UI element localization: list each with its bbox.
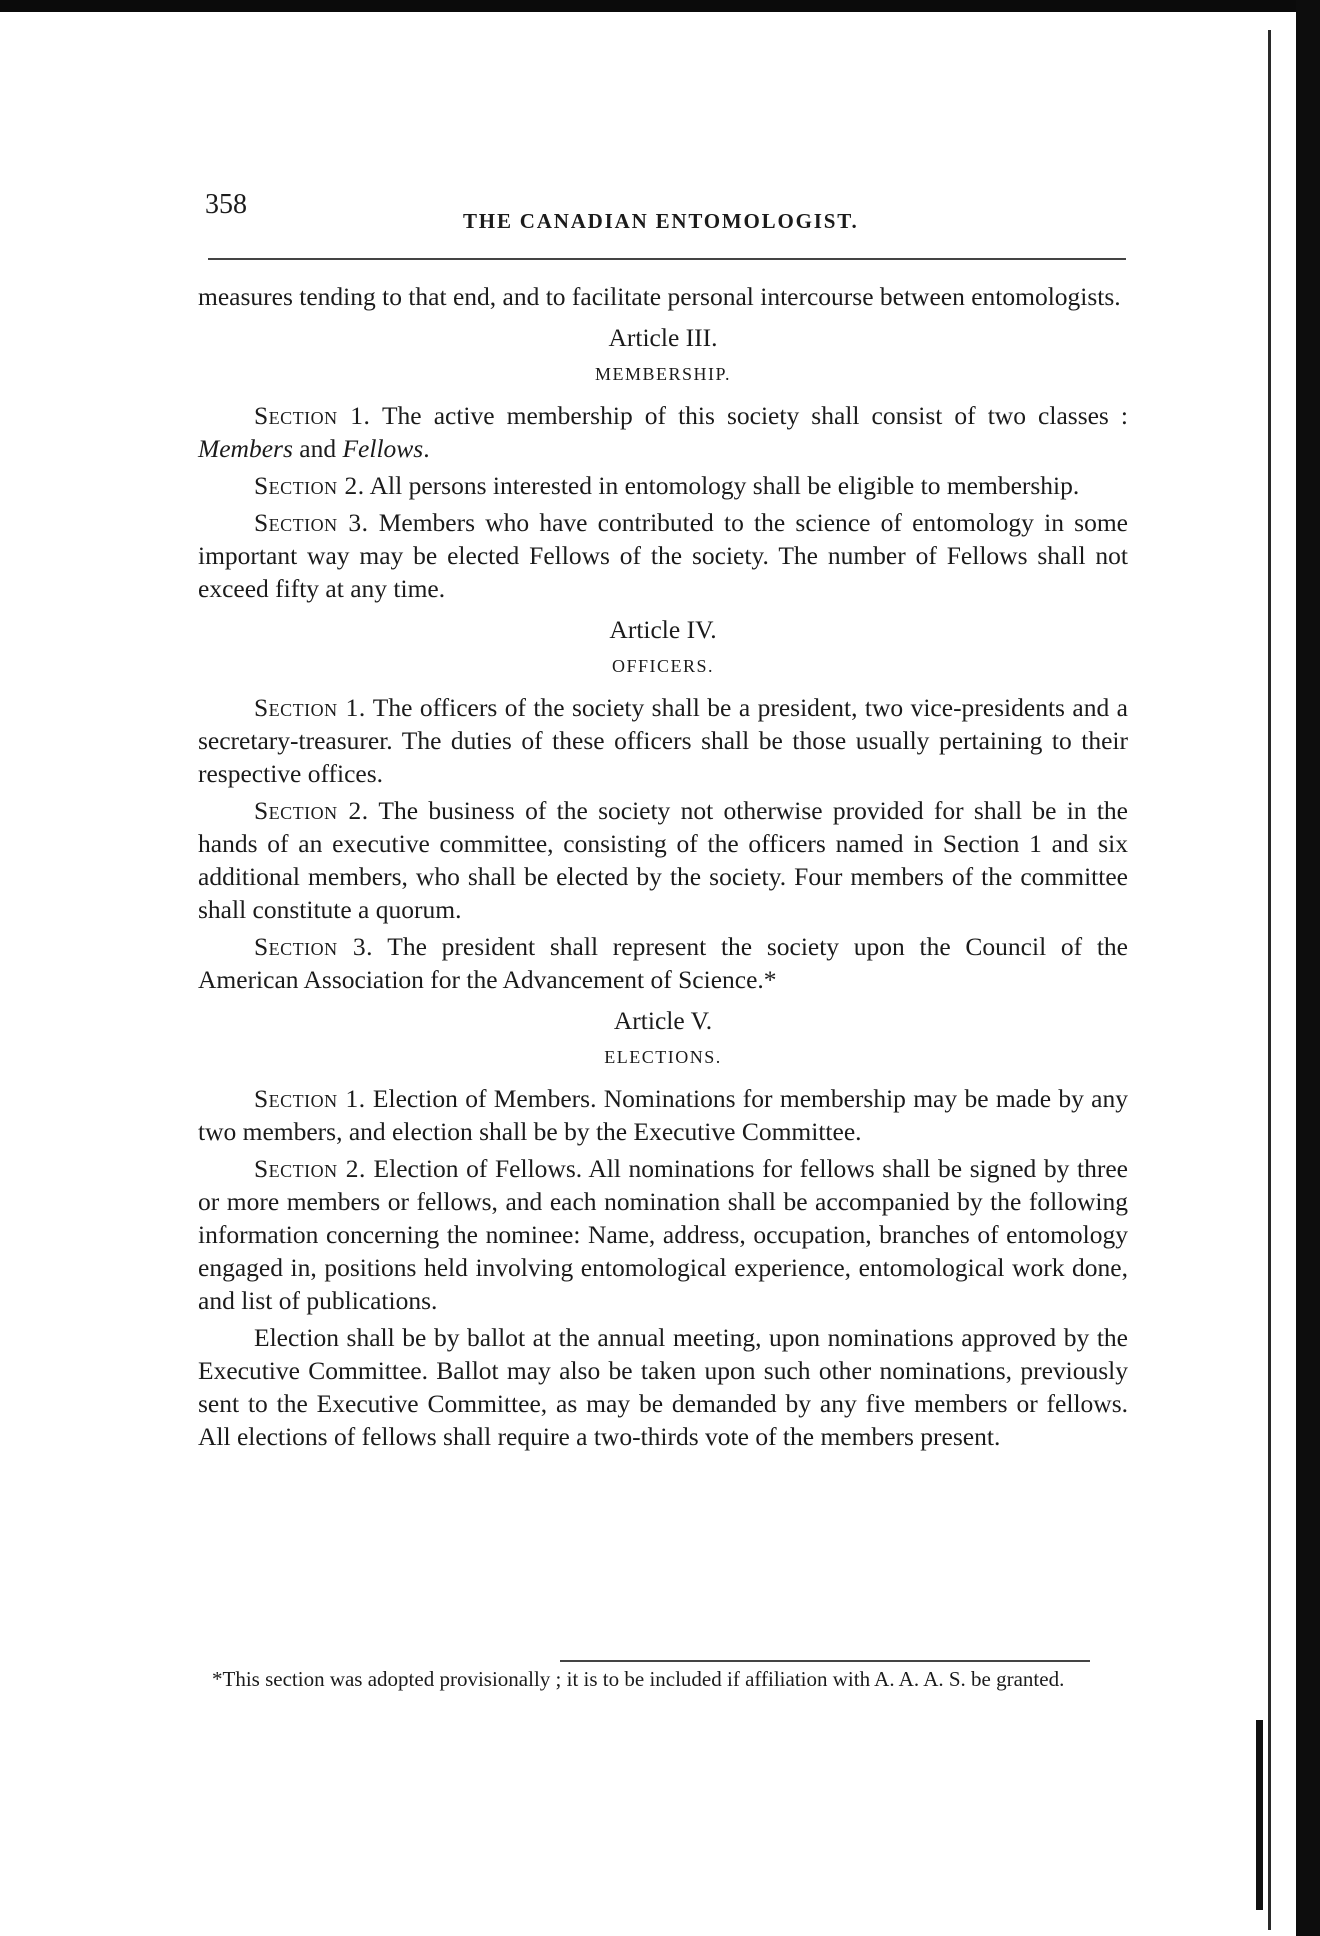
article-4-heading: OFFICERS.	[611, 656, 715, 676]
section-label: Section 1.	[254, 693, 366, 722]
page-number: 358	[205, 189, 247, 220]
footnote-rule	[560, 1660, 1090, 1662]
document-body	[198, 280, 1128, 1457]
section-text: Members who have contributed to the science of entomology in some important way may be elected Fellows of the society. The number of Fellows shall not exceed fifty at any time.	[198, 508, 1128, 603]
page-header	[205, 185, 1125, 233]
section-label: Section 2.	[254, 796, 369, 825]
section-text: Election of Fellows. All nominations for fellows shall be signed by three or more members or fellows, and each nomination shall be accompanied by the following information concerning the nominee: Name, address, occupation, branches of entomology engaged in, positions held involving entomological experience, entomological work done, and list of publications.	[198, 1154, 1129, 1315]
article-4-section-3	[198, 930, 1128, 996]
article-3-heading: MEMBERSHIP.	[594, 364, 732, 384]
article-5-heading: ELECTIONS.	[604, 1047, 722, 1067]
header-rule	[208, 258, 1126, 260]
article-5-title: Article V.	[613, 1006, 713, 1035]
article-3-section-2	[198, 469, 1128, 502]
article-5-section-1	[198, 1082, 1128, 1148]
opening-paragraph: measures tending to that end, and to facilitate personal intercourse between entomologists.	[198, 282, 1121, 311]
section-emphasis: Members	[198, 434, 293, 463]
section-label: Section 2.	[254, 1154, 366, 1183]
section-text: The active membership of this society shall consist of two classes :	[370, 401, 1129, 430]
article-4-title: Article IV.	[609, 615, 717, 644]
section-text: and	[292, 434, 343, 463]
article-5-closing: Election shall be by ballot at the annual meeting, upon nominations approved by the Executive Committee. Ballot may also be taken upon such other nominations, previously sent to the Executive Committee, as may be demanded by any five members or fellows. All elections of fellows shall require a two-thirds vote of the members present.	[198, 1323, 1128, 1451]
footnote	[164, 1666, 1090, 1696]
section-text: The officers of the society shall be a president, two vice-presidents and a secretary-treasurer. The duties of these officers shall be those usually pertaining to their respective offices.	[198, 693, 1128, 788]
footnote-text: *This section was adopted provisionally ; it is to be included if affiliation with A. A. A. S. be granted.	[212, 1667, 1065, 1691]
scan-top-border	[0, 0, 1320, 12]
scan-right-border	[1296, 0, 1320, 1936]
article-3-section-3	[198, 506, 1128, 605]
section-text: .	[423, 434, 430, 463]
page-edge-line	[1268, 30, 1271, 1930]
section-label: Section 3.	[254, 932, 374, 961]
article-3-title: Article III.	[608, 323, 718, 352]
section-emphasis: Fellows	[342, 434, 424, 463]
section-text: Election of Members. Nominations for membership may be made by any two members, and election shall be by the Executive Committee.	[198, 1084, 1128, 1146]
article-3-section-1	[198, 399, 1128, 465]
journal-title: THE CANADIAN ENTOMOLOGIST.	[463, 209, 859, 233]
page-edge-mark	[1256, 1720, 1263, 1910]
article-4-section-2	[198, 794, 1128, 926]
section-text: The business of the society not otherwise provided for shall be in the hands of an executive committee, consisting of the officers named in Section 1 and six additional members, who shall be elected by the society. Four members of the committee shall constitute a quorum.	[198, 796, 1128, 924]
article-4-section-1	[198, 691, 1128, 790]
article-5-section-2	[198, 1152, 1128, 1317]
section-text: The president shall represent the society upon the Council of the American Association for the Advancement of Science.*	[198, 932, 1129, 994]
section-text: All persons interested in entomology shall be eligible to membership.	[364, 471, 1080, 500]
section-label: Section 3.	[254, 508, 369, 537]
section-label: Section 1.	[254, 1084, 366, 1113]
section-label: Section 1.	[254, 401, 371, 430]
section-label: Section 2.	[254, 471, 365, 500]
